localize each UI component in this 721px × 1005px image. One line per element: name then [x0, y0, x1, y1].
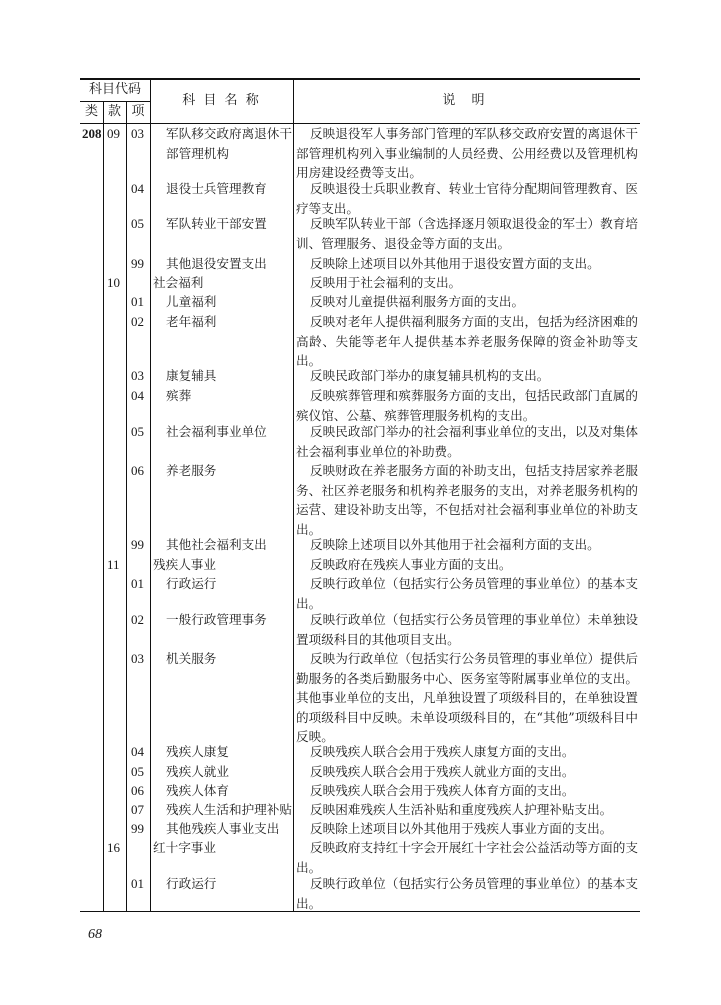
row-xiang-code: 06: [131, 783, 144, 798]
row-xiang-code: 03: [131, 368, 144, 383]
row-subject-name: 殡葬: [166, 388, 192, 403]
row-xiang-code: 03: [131, 651, 144, 666]
row-subject-name: 其他残疾人事业支出: [166, 821, 280, 836]
header-kuan: 款: [107, 104, 121, 119]
row-subject-name: 儿童福利: [166, 294, 217, 309]
row-subject-name: 行政运行: [166, 576, 217, 591]
row-xiang-code: 04: [131, 744, 144, 759]
row-subject-name: 退役士兵管理教育: [166, 181, 267, 196]
row-xiang-code: 06: [131, 463, 144, 478]
row-description: 反映民政部门举办的康复辅具机构的支出。: [310, 368, 550, 383]
row-description: 反映残疾人联合会用于残疾人康复方面的支出。: [310, 744, 575, 759]
row-description: 反映残疾人联合会用于残疾人体育方面的支出。: [310, 783, 575, 798]
row-xiang-code: 03: [131, 126, 144, 141]
row-description: 反映行政单位（包括实行公务员管理的事业单位）的基本支出。: [296, 876, 638, 911]
row-subject-name: 其他社会福利支出: [166, 537, 267, 552]
row-subject-name: 康复辅具: [166, 368, 217, 383]
row-subject-name: 社会福利事业单位: [166, 424, 267, 439]
row-lei-code: 208: [82, 126, 102, 141]
row-subject-name: 残疾人康复: [166, 744, 229, 759]
row-xiang-code: 04: [131, 388, 144, 403]
row-kuan-code: 09: [107, 126, 120, 141]
row-subject-name: 残疾人生活和护理补贴: [166, 802, 292, 817]
col-divider-lei: [103, 101, 104, 911]
row-description: 反映民政部门举办的社会福利事业单位的支出，以及对集体社会福利事业单位的补助费。: [296, 424, 638, 459]
col-divider-xiang: [150, 79, 151, 911]
row-description: 反映殡葬管理和殡葬服务方面的支出，包括民政部门直属的殡仪馆、公墓、殡葬管理服务机构的支出。: [296, 388, 638, 423]
row-description: 反映除上述项目以外其他用于退役安置方面的支出。: [310, 256, 600, 271]
row-description: 反映退役军人事务部门管理的军队移交政府安置的离退休干部管理机构列入事业编制的人员经费、公用经费以及管理机构用房建设经费等支出。: [296, 126, 638, 180]
row-description: 反映为行政单位（包括实行公务员管理的事业单位）提供后勤服务的各类后勤服务中心、医务室等附属事业单位的支出。其他事业单位的支出，凡单独设置了项级科目的，在单独设置的项级科目中反映。未单设项级科目的，在“其他”项级科目中反映。: [296, 651, 638, 744]
row-xiang-code: 02: [131, 314, 144, 329]
col-divider-kuan: [126, 101, 127, 911]
header-name: 科 目 名 称: [182, 93, 261, 108]
page-number: 68: [88, 927, 102, 942]
row-xiang-code: 99: [131, 821, 144, 836]
row-description: 反映行政单位（包括实行公务员管理的事业单位）未单独设置项级科目的其他项目支出。: [296, 612, 638, 647]
row-subject-name: 养老服务: [166, 463, 217, 478]
row-xiang-code: 05: [131, 764, 144, 779]
row-xiang-code: 99: [131, 256, 144, 271]
row-xiang-code: 99: [131, 537, 144, 552]
table-top-rule: [80, 78, 640, 80]
row-description: 反映政府在残疾人事业方面的支出。: [310, 557, 512, 572]
row-kuan-code: 16: [107, 840, 120, 855]
row-subject-name: 红十字事业: [153, 840, 216, 855]
row-description: 反映困难残疾人生活补贴和重度残疾人护理补贴支出。: [310, 802, 613, 817]
row-description: 反映除上述项目以外其他用于残疾人事业方面的支出。: [310, 821, 613, 836]
row-description: 反映政府支持红十字会开展红十字社会公益活动等方面的支出。: [296, 840, 638, 875]
header-code: 科目代码: [88, 82, 141, 97]
row-description: 反映除上述项目以外其他用于社会福利方面的支出。: [310, 537, 600, 552]
row-description: 反映对老年人提供福利服务方面的支出，包括为经济困难的高龄、失能等老年人提供基本养老服务保障的资金补助等支出。: [296, 314, 638, 368]
row-subject-name: 社会福利: [153, 275, 204, 290]
header-xiang: 项: [131, 104, 145, 119]
row-description: 反映用于社会福利的支出。: [310, 275, 462, 290]
row-subject-name: 残疾人体育: [166, 783, 229, 798]
row-subject-name: 行政运行: [166, 876, 217, 891]
row-xiang-code: 02: [131, 612, 144, 627]
row-xiang-code: 01: [131, 294, 144, 309]
row-subject-name: 军队转业干部安置: [166, 216, 267, 231]
row-description: 反映退役士兵职业教育、转业士官待分配期间管理教育、医疗等支出。: [296, 181, 638, 216]
code-header-divider: [80, 101, 150, 102]
row-subject-name: 老年福利: [166, 314, 217, 329]
col-divider-name: [293, 79, 294, 911]
row-xiang-code: 07: [131, 802, 144, 817]
row-kuan-code: 11: [107, 557, 120, 572]
row-subject-name: 一般行政管理事务: [166, 612, 267, 627]
row-kuan-code: 10: [107, 275, 120, 290]
row-xiang-code: 01: [131, 576, 144, 591]
row-xiang-code: 04: [131, 181, 144, 196]
row-subject-name: 残疾人就业: [166, 764, 229, 779]
row-description: 反映财政在养老服务方面的补助支出，包括支持居家养老服务、社区养老服务和机构养老服务的支出，对养老服务机构的运营、建设补助支出等，不包括对社会福利事业单位的补助支出。: [296, 463, 638, 537]
row-xiang-code: 05: [131, 216, 144, 231]
header-desc: 说 明: [442, 93, 491, 108]
row-subject-name-cont: 部管理机构: [166, 145, 229, 161]
row-subject-name: 其他退役安置支出: [166, 256, 267, 271]
row-description: 反映残疾人联合会用于残疾人就业方面的支出。: [310, 764, 575, 779]
row-subject-name: 军队移交政府离退休干: [166, 126, 292, 141]
row-description: 反映行政单位（包括实行公务员管理的事业单位）的基本支出。: [296, 576, 638, 611]
row-description: 反映军队转业干部（含选择逐月领取退役金的军士）教育培训、管理服务、退役金等方面的支出。: [296, 216, 638, 251]
row-subject-name: 机关服务: [166, 651, 217, 666]
row-xiang-code: 01: [131, 876, 144, 891]
row-subject-name: 残疾人事业: [153, 557, 216, 572]
row-xiang-code: 05: [131, 424, 144, 439]
header-lei: 类: [84, 104, 98, 119]
row-description: 反映对儿童提供福利服务方面的支出。: [310, 294, 525, 309]
